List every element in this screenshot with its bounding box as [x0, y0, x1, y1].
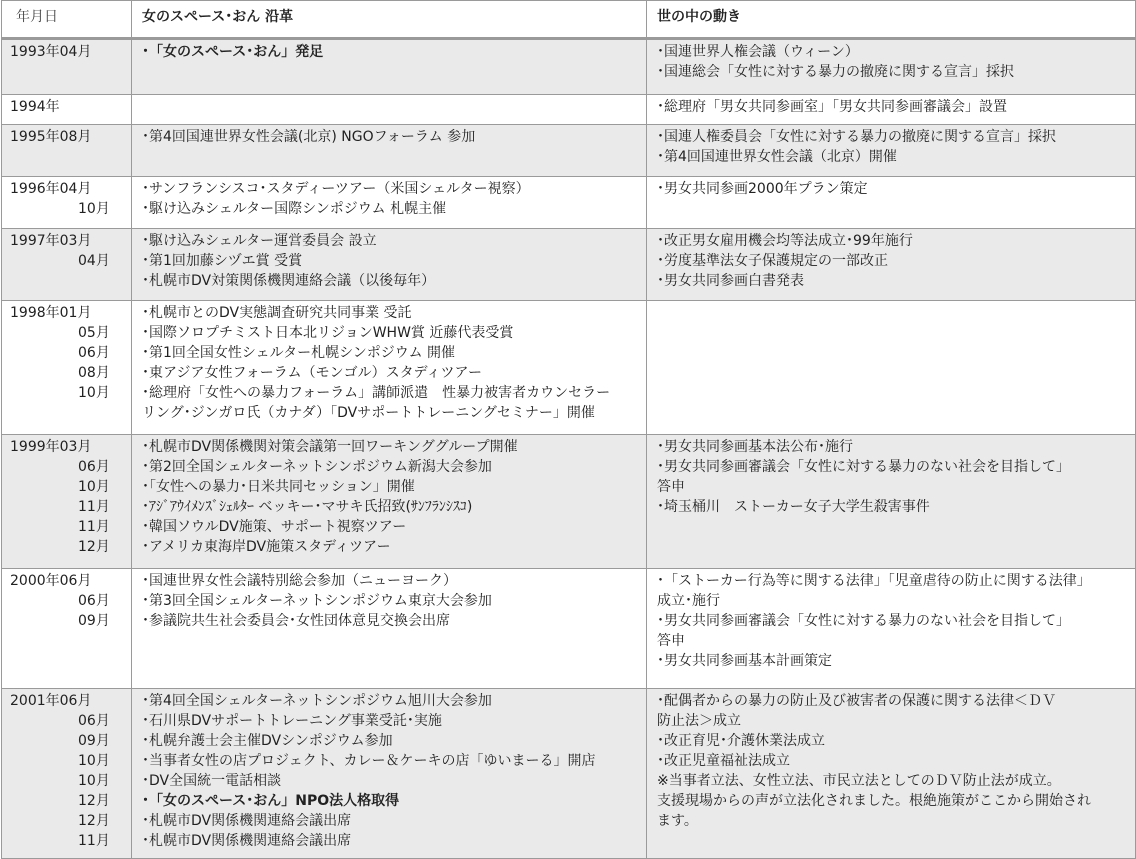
date-text: 10月 [78, 479, 110, 495]
date-text: 06月 [78, 713, 110, 729]
history-cell [132, 125, 647, 177]
history-item: ･札幌市DV関係機関連絡会議出席 [142, 833, 352, 849]
header-world: 世の中の動き [647, 1, 1136, 39]
date-text: 2001年06月 [10, 693, 92, 709]
history-cell [132, 689, 647, 859]
date-text: 12月 [78, 793, 110, 809]
date-text: 10月 [78, 753, 110, 769]
history-cell [132, 435, 647, 569]
date-text: 1994年 [10, 99, 60, 115]
world-item: 支援現場からの声が立法化されました。根絶施策がここから開始され [657, 793, 1091, 809]
date-text: 1998年01月 [10, 305, 92, 321]
date-cell [2, 39, 132, 95]
world-item: ･国連総会「女性に対する暴力の撤廃に関する宣言」採択 [657, 64, 1014, 80]
date-text: 11月 [78, 499, 110, 515]
date-text: 08月 [78, 365, 110, 381]
date-text: 12月 [78, 539, 110, 555]
date-text: 10月 [78, 773, 110, 789]
history-item: ･総理府「女性への暴力フォーラム」講師派遣 性暴力被害者カウンセラー [142, 385, 611, 401]
world-item: ･男女共同参画基本計画策定 [657, 653, 832, 669]
world-cell [647, 125, 1136, 177]
world-item: ･改正育児･介護休業法成立 [657, 733, 825, 749]
date-cell [2, 177, 132, 229]
table-row [2, 39, 1136, 95]
date-text: 1996年04月 [10, 181, 92, 197]
world-item: ･改正児童福祉法成立 [657, 753, 790, 769]
date-cell [2, 569, 132, 689]
history-item: ･当事者女性の店プロジェクト、カレー＆ケーキの店「ゆいまーる」開店 [142, 753, 596, 769]
date-text: 2000年06月 [10, 573, 92, 589]
date-cell [2, 95, 132, 125]
history-item: ･第1回全国女性シェルター札幌シンポジウム 開催 [142, 345, 456, 361]
date-text: 1995年08月 [10, 129, 92, 145]
history-item: ･DV全国統一電話相談 [142, 773, 282, 789]
world-item: ･改正男女雇用機会均等法成立･99年施行 [657, 233, 913, 249]
header-row [2, 1, 1136, 39]
world-item: ･国連人権委員会「女性に対する暴力の撤廃に関する宣言」採択 [657, 129, 1056, 145]
world-item: ･男女共同参画審議会「女性に対する暴力のない社会を目指して」 [657, 459, 1070, 475]
table-row [2, 95, 1136, 125]
header-date: 年月日 [2, 1, 132, 39]
history-item: ･第4回全国シェルターネットシンポジウム旭川大会参加 [142, 693, 492, 709]
world-cell [647, 689, 1136, 859]
date-cell [2, 229, 132, 301]
history-item: ･韓国ソウルDV施策、サポート視察ツアー [142, 519, 407, 535]
history-item: ･札幌市DV対策関係機関連絡会議（以後毎年） [142, 273, 436, 289]
history-item: ･「女のスペース･おん」NPO法人格取得 [142, 793, 400, 809]
world-cell [647, 95, 1136, 125]
history-item: ･札幌弁護士会主催DVシンポジウム参加 [142, 733, 393, 749]
world-item: ･配偶者からの暴力の防止及び被害者の保護に関する法律＜ＤＶ [657, 693, 1056, 709]
date-text: 09月 [78, 613, 110, 629]
date-cell [2, 125, 132, 177]
date-text: 09月 [78, 733, 110, 749]
history-cell [132, 229, 647, 301]
history-item: ･石川県DVサポートトレーニング事業受託･実施 [142, 713, 442, 729]
date-cell [2, 689, 132, 859]
table-row [2, 301, 1136, 435]
world-item: ･男女共同参画基本法公布･施行 [657, 439, 853, 455]
history-item: ･サンフランシスコ･スタディーツアー（米国シェルター視察） [142, 181, 530, 197]
history-table [1, 0, 1136, 859]
table-row [2, 229, 1136, 301]
world-item: 成立･施行 [657, 593, 720, 609]
date-text: 06月 [78, 345, 110, 361]
world-item: ･男女共同参画白書発表 [657, 273, 804, 289]
world-cell [647, 177, 1136, 229]
table-row [2, 569, 1136, 689]
history-item: ･「女のスペース･おん」発足 [142, 44, 324, 60]
world-cell [647, 435, 1136, 569]
header-history: 女のスペース･おん 沿革 [132, 1, 647, 39]
history-item: ･第3回全国シェルターネットシンポジウム東京大会参加 [142, 593, 492, 609]
date-text: 05月 [78, 325, 110, 341]
date-text: 10月 [78, 201, 110, 217]
world-item: 答申 [657, 633, 685, 649]
history-cell [132, 301, 647, 435]
date-text: 06月 [78, 459, 110, 475]
table-row [2, 689, 1136, 859]
date-text: 04月 [78, 253, 110, 269]
world-cell [647, 569, 1136, 689]
world-item: ･「ストーカー行為等に関する法律」｢児童虐待の防止に関する法律」 [657, 573, 1091, 589]
history-cell [132, 39, 647, 95]
table-row [2, 177, 1136, 229]
world-item: ･第4回国連世界女性会議（北京）開催 [657, 149, 897, 165]
history-item: ･駆け込みシェルター国際シンポジウム 札幌主催 [142, 201, 447, 217]
world-item: ･埼玉桶川 ストーカー女子大学生殺害事件 [657, 499, 930, 515]
world-cell [647, 301, 1136, 435]
history-cell [132, 569, 647, 689]
date-text: 1997年03月 [10, 233, 92, 249]
history-item: ･第2回全国シェルターネットシンポジウム新潟大会参加 [142, 459, 492, 475]
date-text: 11月 [78, 833, 110, 849]
world-cell [647, 229, 1136, 301]
world-item: 防止法＞成立 [657, 713, 741, 729]
world-item: ます。 [657, 813, 698, 829]
table-row [2, 435, 1136, 569]
date-text: 1993年04月 [10, 44, 92, 60]
date-cell [2, 435, 132, 569]
world-item: ･総理府「男女共同参画室」｢男女共同参画審議会」設置 [657, 99, 1007, 115]
date-text: 06月 [78, 593, 110, 609]
history-item: ･札幌市DV関係機関連絡会議出席 [142, 813, 352, 829]
history-cell [132, 95, 647, 125]
history-item: ･国際ソロプチミスト日本北リジョンWHW賞 近藤代表受賞 [142, 325, 514, 341]
world-cell [647, 39, 1136, 95]
date-text: 1999年03月 [10, 439, 92, 455]
date-text: 10月 [78, 385, 110, 401]
date-cell [2, 301, 132, 435]
history-item: ･第4回国連世界女性会議(北京) NGOフォーラム 参加 [142, 129, 476, 145]
table-row [2, 125, 1136, 177]
history-item: ･駆け込みシェルター運営委員会 設立 [142, 233, 377, 249]
world-item: ･男女共同参画審議会「女性に対する暴力のない社会を目指して」 [657, 613, 1070, 629]
history-item: ･参議院共生社会委員会･女性団体意見交換会出席 [142, 613, 450, 629]
date-text: 11月 [78, 519, 110, 535]
history-item: ･第1回加藤シヅエ賞 受賞 [142, 253, 303, 269]
world-item: ･男女共同参画2000年プラン策定 [657, 181, 868, 197]
world-item: 答申 [657, 479, 685, 495]
history-item: ･札幌市DV関係機関対策会議第一回ワーキンググループ開催 [142, 439, 518, 455]
history-item: ･｢女性への暴力･日米共同セッション」開催 [142, 479, 415, 495]
history-item: ･東アジア女性フォーラム（モンゴル）スタディツアー [142, 365, 483, 381]
world-item: ･国連世界人権会議（ウィーン） [657, 44, 859, 60]
date-text: 12月 [78, 813, 110, 829]
world-item: ･労度基準法女子保護規定の一部改正 [657, 253, 888, 269]
history-item: リング･ジンガロ氏（カナダ）「DVサポートトレーニングセミナー」開催 [142, 405, 595, 421]
history-item: ･国連世界女性会議特別総会参加（ニューヨーク） [142, 573, 457, 589]
history-item: ･ｱｼﾞｱｳｲﾒﾝｽﾞｼｪﾙﾀｰ ベッキー･マサキ氏招致(ｻﾝﾌﾗﾝｼｽｺ) [142, 499, 473, 515]
history-item: ･札幌市とのDV実態調査研究共同事業 受託 [142, 305, 412, 321]
world-item: ※当事者立法、女性立法、市民立法としてのＤＶ防止法が成立。 [657, 773, 1061, 789]
history-cell [132, 177, 647, 229]
history-item: ･アメリカ東海岸DV施策スタディツアー [142, 539, 391, 555]
